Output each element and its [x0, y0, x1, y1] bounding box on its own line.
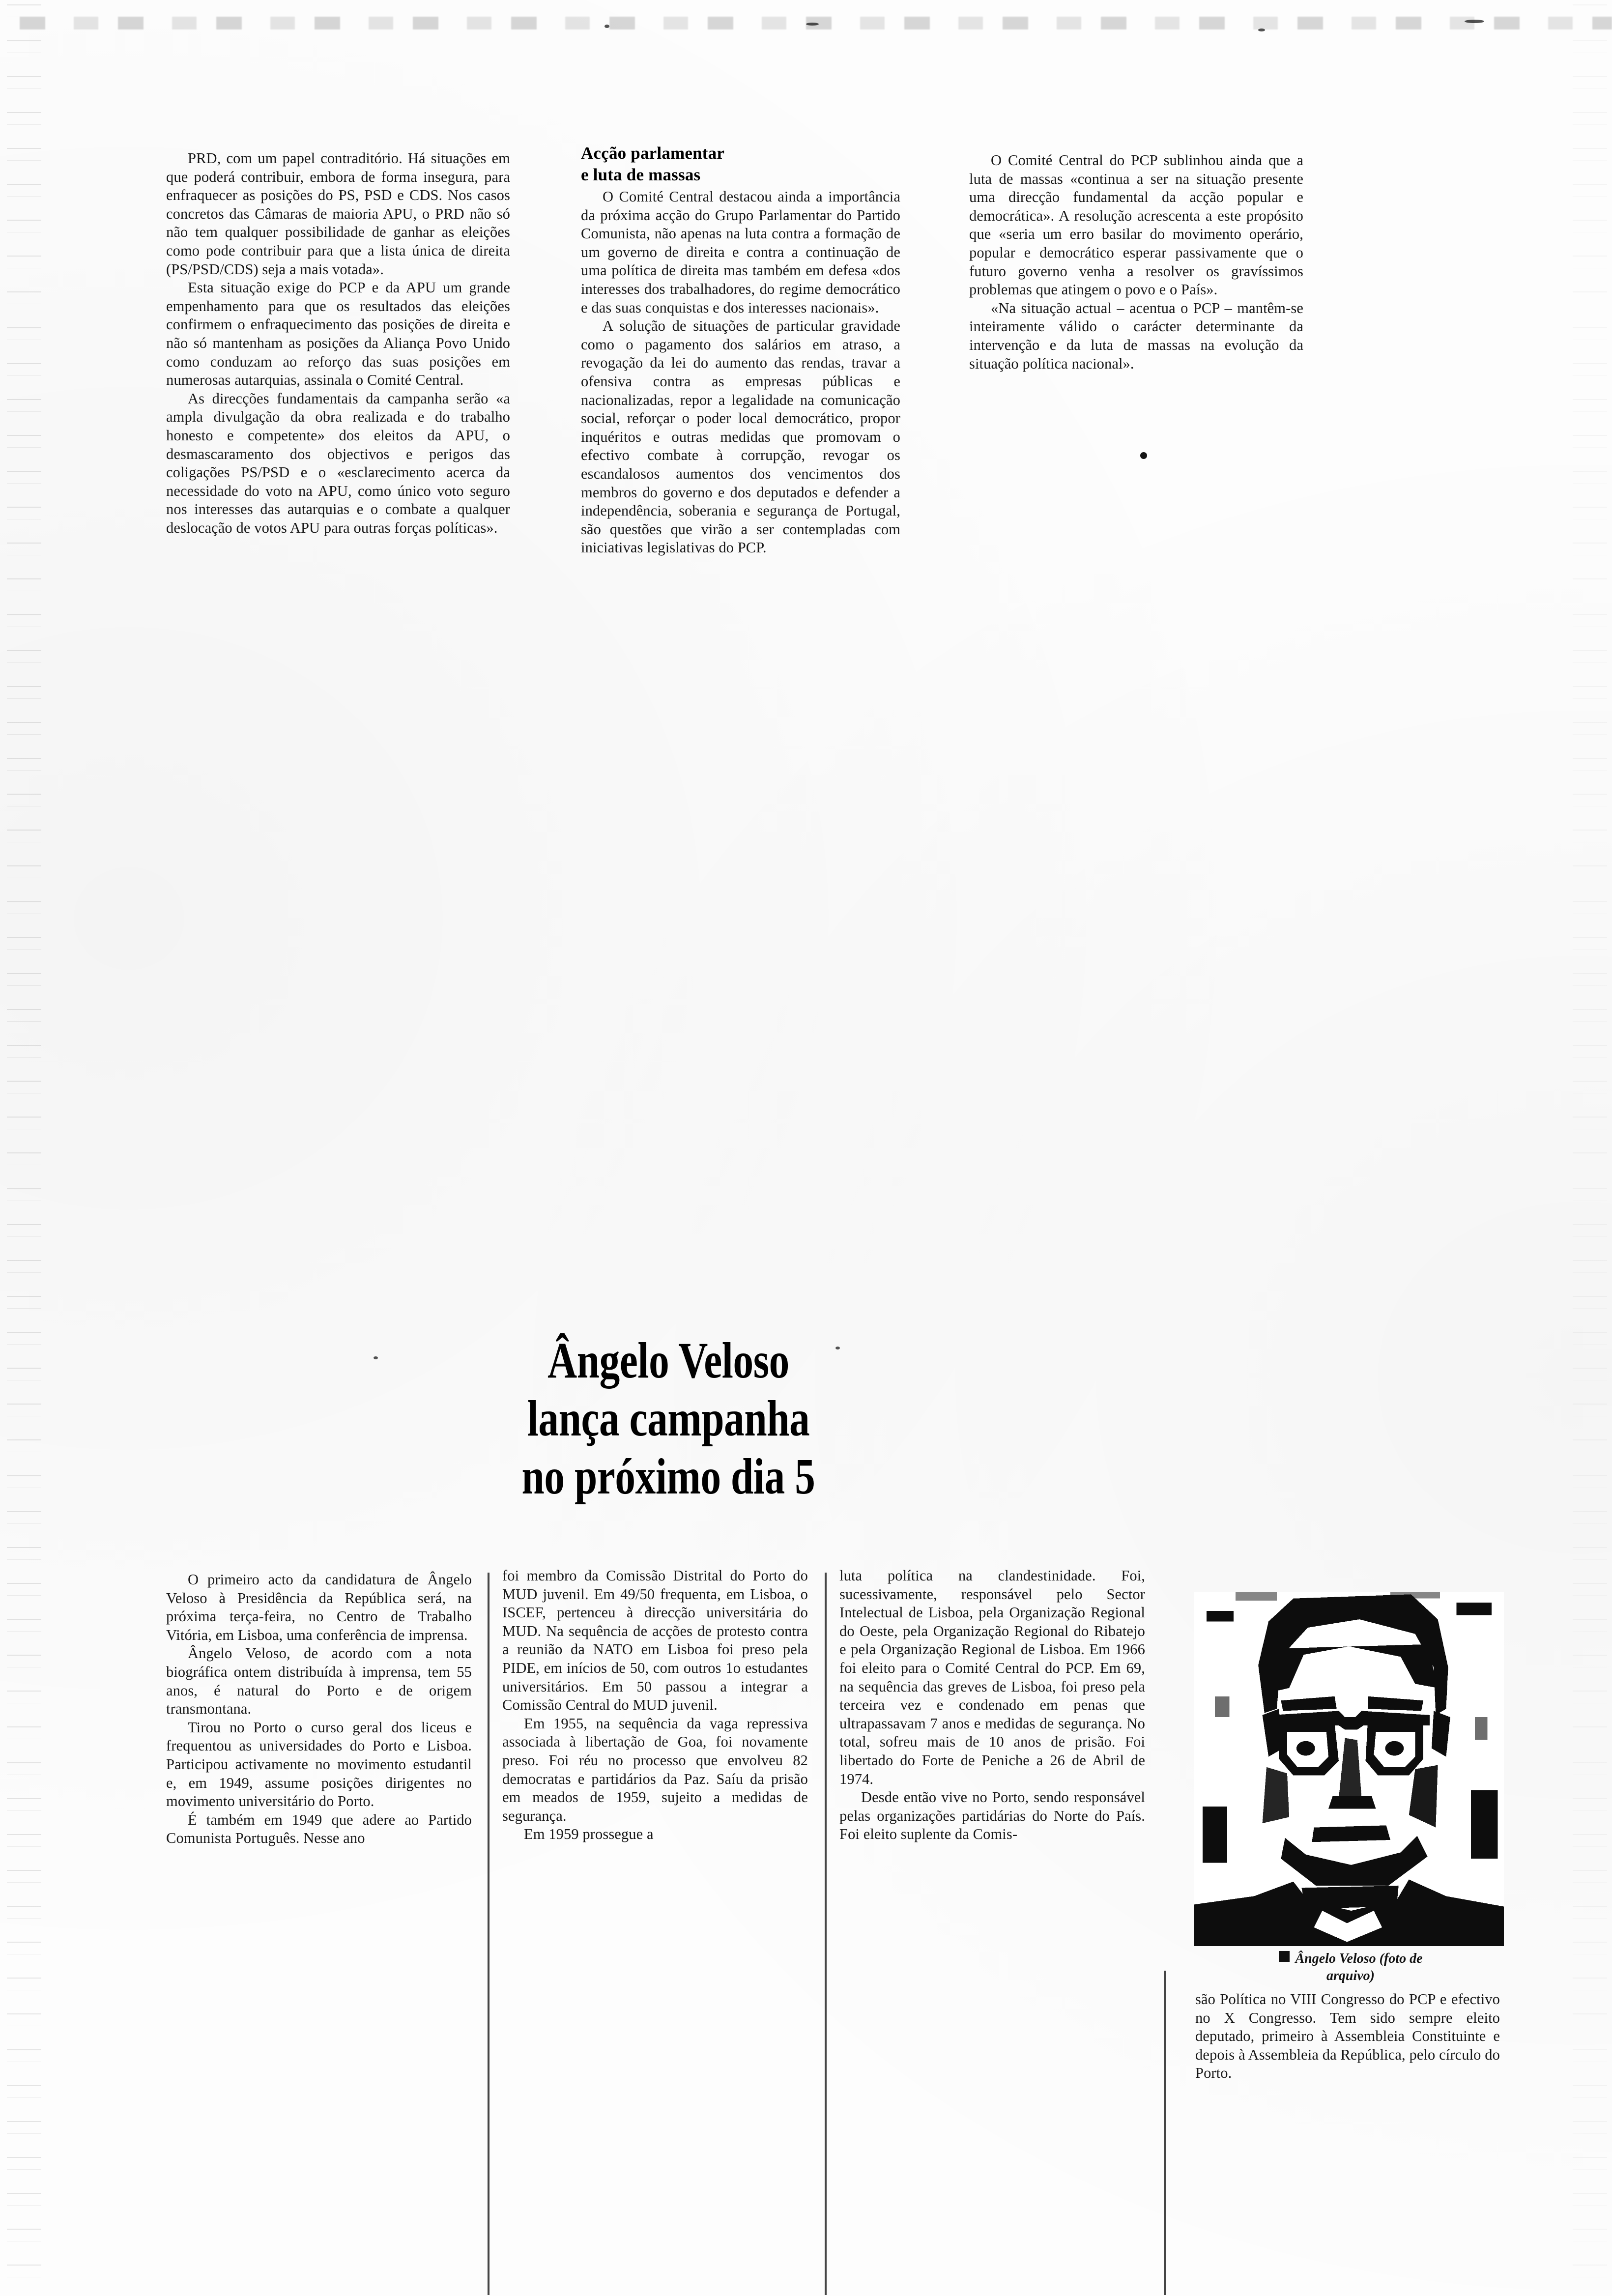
- column-divider: [825, 1573, 827, 2295]
- article-photo: [1194, 1592, 1504, 1946]
- stray-ink-dot: [1140, 452, 1147, 459]
- scan-speck: [1258, 29, 1265, 31]
- paragraph: O Comité Central do PCP sublinhou ainda que a luta de massas «continua a ser na situação presente uma direcção fundamental da acção popular e democrática». A resolução acrescenta a este propósito que «seria um erro basilar do movimento operário, popular e democrático esperar passivamente que o futuro governo venha a resolver os gravíssimos problemas que atingem o povo e o País».: [969, 152, 1303, 298]
- bottom-article-column-3: [839, 1567, 1145, 1844]
- bottom-article-column-1: [166, 1571, 472, 1848]
- headline-line-1: Ângelo Veloso: [547, 1332, 789, 1389]
- paragraph: Esta situação exige do PCP e da APU um grande empenhamento para que os resultados das eleições confirmem o enfraquecimento das posições de direita e não só mantenham as posições da Aliança Povo Unido como conduzam ao reforço das suas posições em numerosas autarquias, assinala o Comité Central.: [166, 279, 510, 389]
- paragraph: Tirou no Porto o curso geral dos liceus e frequentou as universidades do Porto e Lisboa. Participou activamente no movimento estudantil e, em 1949, assume posições dirigentes no movimento universitário do Porto.: [166, 1719, 472, 1810]
- headline-line-3: no próximo dia 5: [521, 1448, 815, 1505]
- scan-speck: [1465, 20, 1484, 23]
- paragraph: luta política na clandestinidade. Foi, sucessivamente, responsável pelo Sector Intelectual de Lisboa, pela Organização Regional do Oeste, pela Organização Regional do Ribatejo e pela Organização Regional de Lisboa. Em 1966 foi eleito para o Comité Central do PCP. Em 69, na sequência das greves de Lisboa, foi preso pela terceira vez e condenado em penas que ultrapassavam 7 anos e medidas de segurança. No total, sofreu mais de 10 anos de prisão. Foi libertado do Forte de Peniche a 26 de Abril de 1974.: [839, 1567, 1145, 1787]
- article-headline: [275, 1332, 1062, 1506]
- top-article: [0, 143, 1612, 1175]
- column-divider: [1164, 1971, 1166, 2295]
- paragraph: «Na situação actual – acentua o PCP – mantêm-se inteiramente válido o carácter determinante da intervenção e da luta de massas na evolução da situação política nacional».: [969, 299, 1303, 372]
- paragraph: Em 1955, na sequência da vaga repressiva associada à libertação de Goa, foi novamente preso. Foi réu no processo que envolveu 82 democratas e partidários da Paz. Saíu da prisão em meados de 1959, sujeito a medidas de segurança.: [502, 1715, 808, 1824]
- portrait-photo-angelo-veloso: [1194, 1592, 1504, 1946]
- paragraph: O Comité Central destacou ainda a importância da próxima acção do Grupo Parlamentar do Partido Comunista, não apenas na luta contra a formação de um governo de direita e contra a continuação de uma política de direita mas também em defesa «dos interesses dos trabalhadores, do regime democrático e das suas conquistas e dos interesses nacionais».: [581, 188, 900, 316]
- paragraph: As direcções fundamentais da campanha serão «a ampla divulgação da obra realizada e do trabalho honesto e competente» dos eleitos da APU, o desmascaramento dos objectivos e perigos das coligações PS/PSD e o «esclarecimento acerca da necessidade do voto na APU, como único voto seguro nos interesses das autarquias e o combate a qualquer deslocação de votos APU para outras forças políticas».: [166, 390, 510, 536]
- scan-speck: [806, 23, 819, 26]
- column-divider: [488, 1573, 489, 2295]
- paragraph: Ângelo Veloso, de acordo com a nota biográfica ontem distribuída à imprensa, tem 55 anos, é natural do Porto e de origem transmontana.: [166, 1645, 472, 1718]
- headline-line-2: lança campanha: [527, 1390, 810, 1447]
- square-bullet-icon: [1279, 1951, 1290, 1962]
- paragraph: PRD, com um papel contraditório. Há situações em que poderá contribuir, embora de forma insegura, para enfraquecer as posições do PS, PSD e CDS. Nos casos concretos das Câmaras de maioria APU, o PRD não só não tem qualquer possibilidade de ganhar as eleições como pode contribuir para que a lista única de direita (PS/PSD/CDS) seja a mais votada».: [166, 150, 510, 278]
- bottom-article-column-4: [1195, 1990, 1500, 2083]
- paragraph: O primeiro acto da candidatura de Ângelo Veloso à Presidência da República será, na próxima terça-feira, no Centro de Trabalho Vitória, em Lisboa, uma conferência de imprensa.: [166, 1571, 472, 1643]
- section-subheading: [581, 143, 900, 186]
- photo-caption-name: Ângelo Veloso: [1295, 1951, 1376, 1966]
- scan-speck: [604, 25, 609, 28]
- paragraph: Em 1959 prossegue a: [524, 1826, 654, 1843]
- top-article-column-1: [166, 149, 510, 537]
- photo-caption: [1193, 1950, 1508, 1984]
- paragraph: são Política no VIII Congresso do PCP e efectivo no X Congresso. Tem sido sempre eleito deputado, primeiro à Assembleia Constituinte e depois à Assembleia da República, pelo círculo do Porto.: [1195, 1991, 1500, 2082]
- top-article-column-3: [969, 151, 1303, 373]
- bottom-article-column-2: [502, 1567, 808, 1844]
- paragraph: foi membro da Comissão Distrital do Porto do MUD juvenil. Em 49/50 frequenta, em Lisboa, o ISCEF, pertenceu à direcção universitária do MUD. Na sequência de acções de protesto contra a reunião da NATO em Lisboa foi preso pela PIDE, em inícios de 50, com outros 1o estudantes universitários. Em 50 passou a integrar a Comissão Central do MUD juvenil.: [502, 1567, 808, 1714]
- subheading-line-1: Acção parlamentar: [581, 144, 725, 163]
- paragraph: A solução de situações de particular gravidade como o pagamento dos salários em atraso, a revogação da lei do aumento das rendas, travar a ofensiva contra as empresas públicas e nacionalizadas, repor a legalidade na comunicação social, reforçar o poder local democrático, propor inquéritos e outras medidas que promovam o efectivo combate à corrupção, revogar os escandalosos aumentos dos vencimentos dos membros do governo e dos deputados e defender a independência, soberania e segurança de Portugal, são questões que virão a ser contempladas com iniciativas legislativas do PCP.: [581, 317, 900, 556]
- photo-caption-source-line-1: (foto de: [1379, 1951, 1423, 1966]
- top-article-column-2: [581, 143, 900, 557]
- paragraph: É também em 1949 que adere ao Partido Comunista Português. Nesse ano: [166, 1811, 472, 1847]
- paragraph: Desde então vive no Porto, sendo responsável pelas organizações partidárias do Norte do País. Foi eleito suplente da Comis-: [839, 1789, 1145, 1843]
- photo-caption-source-line-2: arquivo): [1326, 1968, 1375, 1983]
- subheading-line-2: e luta de massas: [581, 165, 701, 184]
